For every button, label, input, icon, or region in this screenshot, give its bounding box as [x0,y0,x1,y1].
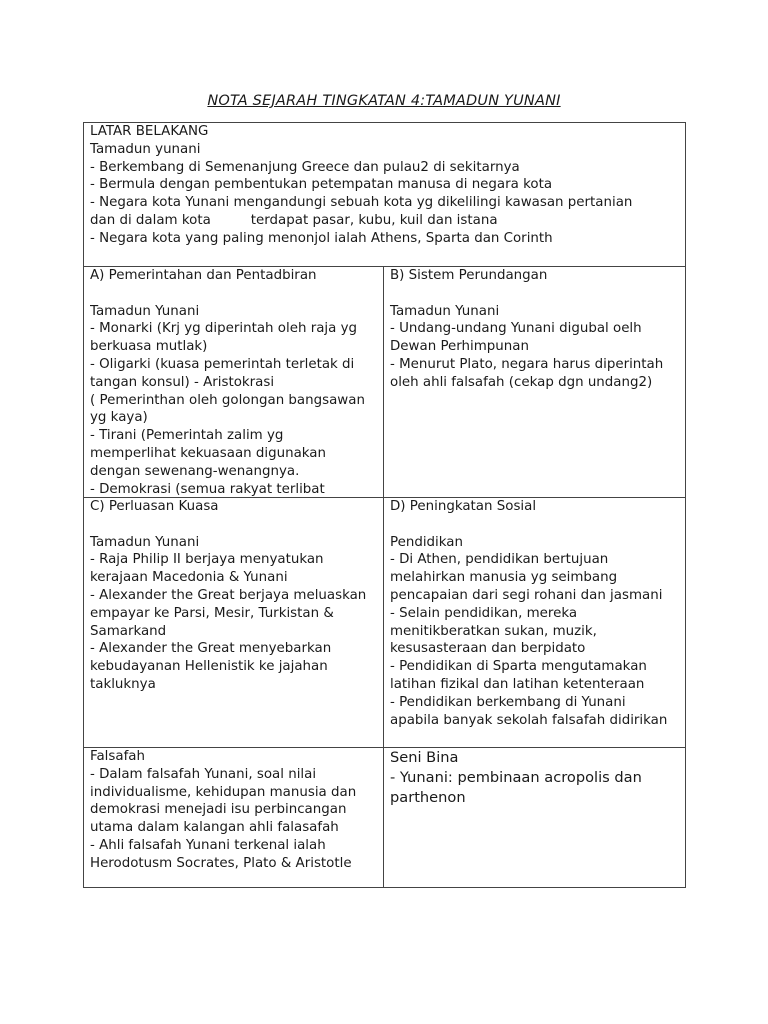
section-a-line: memperlihat kekuasaan digunakan [90,445,327,461]
section-b-line: Dewan Perhimpunan [390,339,529,355]
section-d-line: latihan fizikal dan latihan ketenteraan [390,676,645,692]
section-d-subheading: Pendidikan [390,534,463,550]
section-a-line: - Tirani (Pemerintah zalim yg [90,428,284,444]
section-d-line: apabila banyak sekolah falsafah didirikan [390,712,668,728]
section-a-line: ( Pemerinthan oleh golongan bangsawan [90,392,365,408]
falsafah-line: - Dalam falsafah Yunani, soal nilai [90,766,317,782]
falsafah-cell [84,748,384,888]
section-cd-row [84,498,686,748]
section-c-line: - Alexander the Great menyebarkan [90,641,332,657]
section-b-line: - Undang-undang Yunani digubal oelh [390,321,642,337]
latar-belakang-cell [84,123,686,267]
section-c-line: takluknya [90,676,156,692]
section-d-line: kesusasteraan dan berpidato [390,641,586,657]
section-d-line: pencapaian dari segi rohani dan jasmani [390,587,663,603]
section-a-line: - Monarki (Krj yg diperintah oleh raja yg [90,321,358,337]
falsafah-senibina-row [84,748,686,888]
senibina-heading: Seni Bina [390,749,459,766]
section-b-line: - Menurut Plato, negara harus diperintah [390,356,664,372]
section-d-line: - Pendidikan berkembang di Yunani [390,694,626,710]
falsafah-line: - Ahli falsafah Yunani terkenal ialah [90,837,326,853]
section-c-line: kebudayanan Hellenistik ke jajahan [90,659,328,675]
falsafah-line: utama dalam kalangan ahli falasafah [90,820,339,836]
latar-heading: LATAR BELAKANG [90,124,209,139]
section-d-line: - Selain pendidikan, mereka [390,605,578,621]
section-a-line: - Demokrasi (semua rakyat terlibat [90,481,325,496]
section-ab-row [84,267,686,498]
section-c-cell [84,498,384,748]
section-a-line: tangan konsul) - Aristokrasi [90,374,275,390]
section-a-heading: A) Pemerintahan dan Pentadbiran [90,268,317,283]
section-a-line: dengan sewenang-wenangnya. [90,463,300,479]
section-c-heading: C) Perluasan Kuasa [90,499,219,514]
senibina-cell [384,748,686,888]
latar-line: - Negara kota yang paling menonjol ialah Athens, Sparta dan Corinth [90,230,553,246]
senibina-line: - Yunani: pembinaan acropolis dan [390,769,642,786]
falsafah-heading: Falsafah [90,749,145,764]
section-c-line: Samarkand [90,623,167,639]
latar-line-split [90,212,679,230]
section-a-cell [84,267,384,498]
section-a-line: yg kaya) [90,410,148,426]
section-a-subheading: Tamadun Yunani [90,303,200,319]
falsafah-line: demokrasi menejadi isu perbincangan [90,802,347,818]
section-c-line: kerajaan Macedonia & Yunani [90,570,288,586]
section-c-line: - Alexander the Great berjaya meluaskan [90,587,367,603]
section-c-line: empayar ke Parsi, Mesir, Turkistan & [90,605,334,621]
senibina-line: parthenon [390,789,466,806]
latar-line: - Berkembang di Semenanjung Greece dan pulau2 di sekitarnya [90,159,520,175]
falsafah-line: individualisme, kehidupan manusia dan [90,784,357,800]
section-d-cell [384,498,686,748]
section-c-subheading: Tamadun Yunani [90,534,200,550]
section-d-line: - Pendidikan di Sparta mengutamakan [390,659,647,675]
notes-table [83,122,686,888]
latar-belakang-row [84,123,686,267]
section-b-subheading: Tamadun Yunani [390,303,500,319]
section-d-line: - Di Athen, pendidikan bertujuan [390,552,609,568]
section-b-cell [384,267,686,498]
section-b-heading: B) Sistem Perundangan [390,268,548,283]
latar-line: - Negara kota Yunani mengandungi sebuah kota yg dikelilingi kawasan pertanian [90,195,633,211]
section-a-line: berkuasa mutlak) [90,339,208,355]
section-b-line: oleh ahli falsafah (cekap dgn undang2) [390,374,653,390]
section-a-line: - Oligarki (kuasa pemerintah terletak di [90,356,355,372]
section-c-line: - Raja Philip II berjaya menyatukan [90,552,324,568]
document-title: NOTA SEJARAH TINGKATAN 4:TAMADUN YUNANI [207,93,561,109]
latar-line: - Bermula dengan pembentukan petempatan manusa di negara kota [90,177,553,193]
latar-subheading: Tamadun yunani [90,141,201,157]
latar-line-part-a: dan di dalam kota [90,212,211,228]
section-d-line: menitikberatkan sukan, muzik, [390,623,597,639]
section-d-heading: D) Peningkatan Sosial [390,499,537,514]
latar-line-part-b: terdapat pasar, kubu, kuil dan istana [250,212,498,228]
section-d-line: melahirkan manusia yg seimbang [390,570,618,586]
falsafah-line: Herodotusm Socrates, Plato & Aristotle [90,855,352,871]
